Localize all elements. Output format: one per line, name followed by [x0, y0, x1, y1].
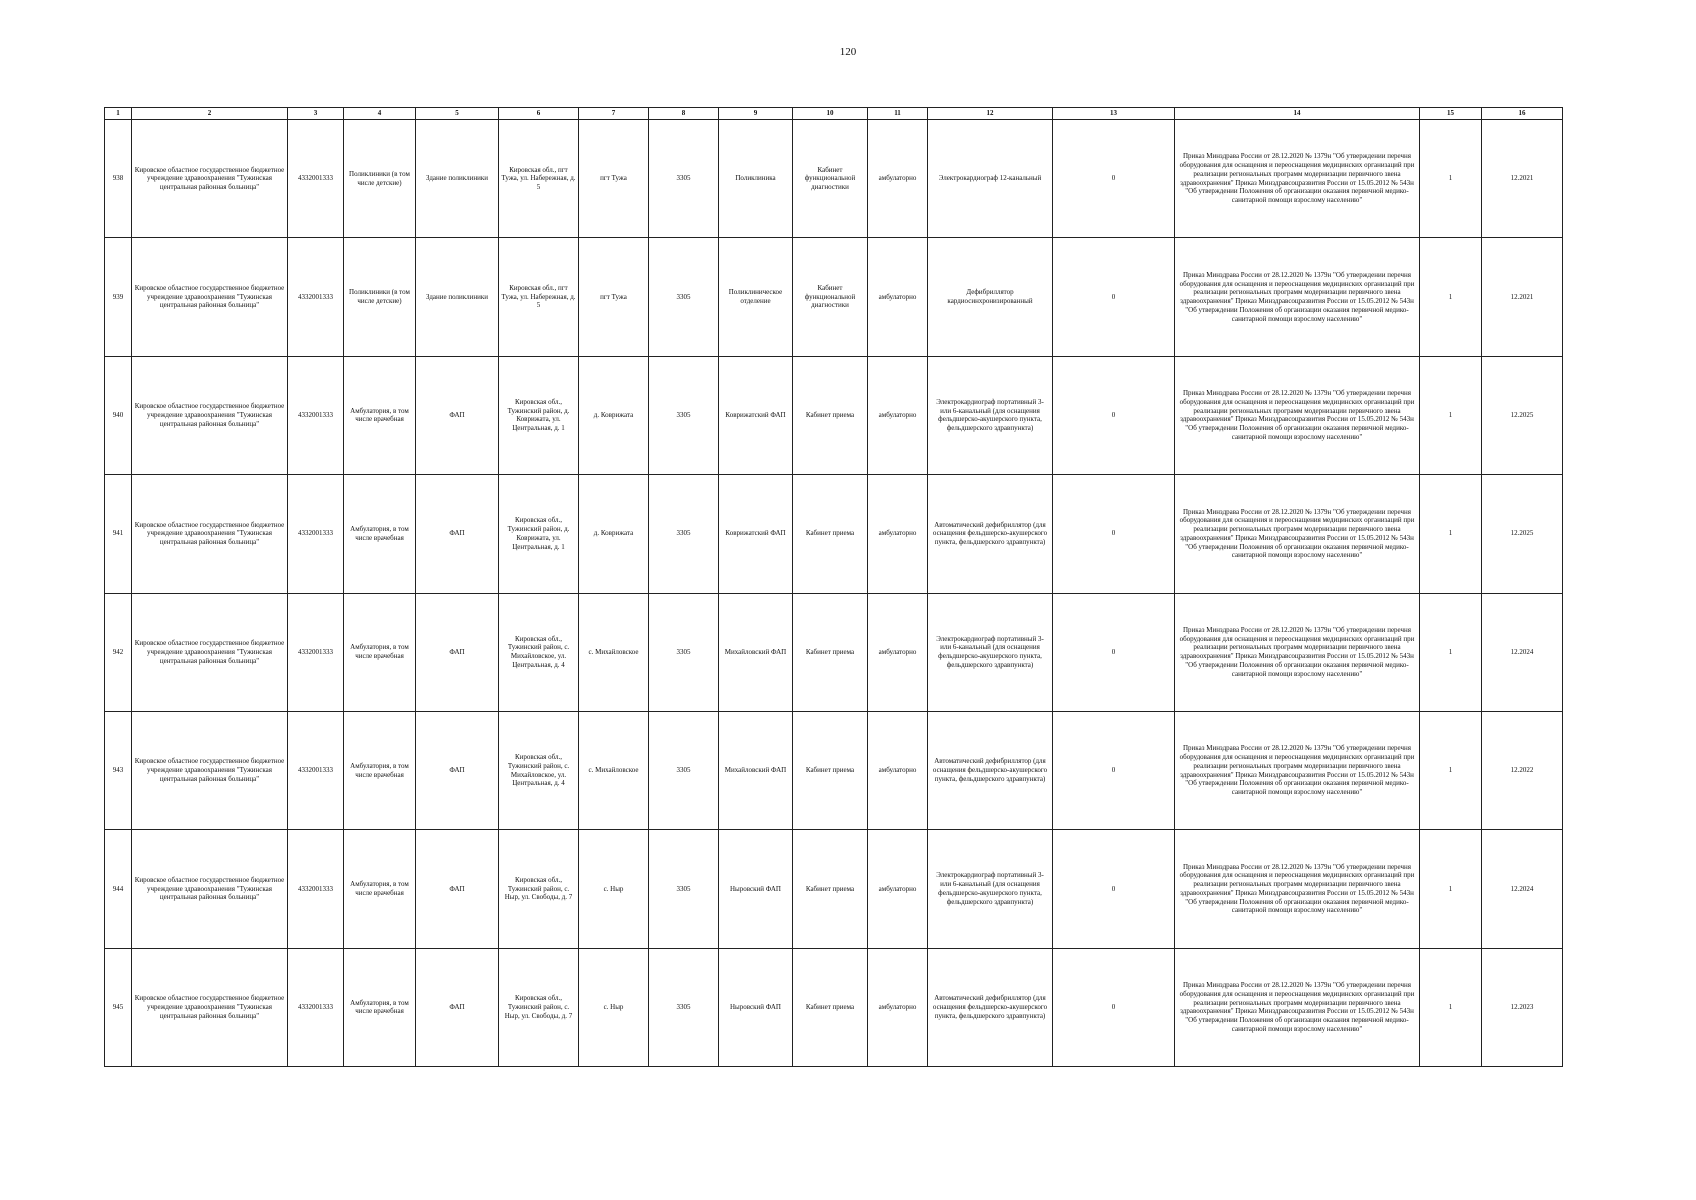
equipment: Автоматический дефибриллятор (для оснащения фельдшерско-акушерского пункта, фельдшерского здравпункта): [928, 948, 1053, 1066]
settlement: с. Ныр: [579, 830, 649, 948]
code: 3305: [649, 830, 719, 948]
deadline: 12.2025: [1482, 356, 1563, 474]
organization-name: Кировское областное государственное бюджетное учреждение здравоохранения "Тужинская центральная районная больница": [132, 356, 288, 474]
address: Кировская обл., Тужинский район, с. Ныр, ул. Свободы, д. 7: [499, 830, 579, 948]
legal-basis: Приказ Минздрава России от 28.12.2020 № 1379н "Об утверждении перечня оборудования для оснащения и переоснащения медицинских организаций при реализации региональных программ модернизации первичного звена здравоохранения" Приказ Минздравсоцразвития России от 15.05.2012 № 543н "Об утверждении Положения об организации оказания первичной медико-санитарной помощи взрослому населению": [1175, 238, 1420, 356]
legal-basis: Приказ Минздрава России от 28.12.2020 № 1379н "Об утверждении перечня оборудования для оснащения и переоснащения медицинских организаций при реализации региональных программ модернизации первичного звена здравоохранения" Приказ Минздравсоцразвития России от 15.05.2012 № 543н "Об утверждении Положения об организации оказания первичной медико-санитарной помощи взрослому населению": [1175, 475, 1420, 593]
inn-code: 4332001333: [288, 593, 344, 711]
building-type: ФАП: [416, 948, 499, 1066]
building-type: ФАП: [416, 593, 499, 711]
organization-name: Кировское областное государственное бюджетное учреждение здравоохранения "Тужинская центральная районная больница": [132, 711, 288, 829]
current-count: 0: [1053, 238, 1175, 356]
row-number: 942: [105, 593, 132, 711]
header-cell: 5: [416, 108, 499, 120]
department: Коврижатский ФАП: [719, 356, 793, 474]
facility-type: Амбулатория, в том числе врачебная: [344, 948, 416, 1066]
required-count: 1: [1420, 593, 1482, 711]
address: Кировская обл., Тужинский район, с. Ныр, ул. Свободы, д. 7: [499, 948, 579, 1066]
current-count: 0: [1053, 948, 1175, 1066]
row-number: 944: [105, 830, 132, 948]
header-cell: 7: [579, 108, 649, 120]
address: Кировская обл., Тужинский район, д. Коврижата, ул. Центральная, д. 1: [499, 475, 579, 593]
department: Ныровский ФАП: [719, 948, 793, 1066]
deadline: 12.2021: [1482, 120, 1563, 238]
facility-type: Амбулатория, в том числе врачебная: [344, 356, 416, 474]
current-count: 0: [1053, 120, 1175, 238]
table-row: [105, 830, 1563, 948]
settlement: с. Ныр: [579, 948, 649, 1066]
facility-type: Амбулатория, в том числе врачебная: [344, 593, 416, 711]
department: Коврижатский ФАП: [719, 475, 793, 593]
header-cell: 10: [793, 108, 868, 120]
row-number: 943: [105, 711, 132, 829]
header-cell: 13: [1053, 108, 1175, 120]
required-count: 1: [1420, 830, 1482, 948]
legal-basis: Приказ Минздрава России от 28.12.2020 № 1379н "Об утверждении перечня оборудования для оснащения и переоснащения медицинских организаций при реализации региональных программ модернизации первичного звена здравоохранения" Приказ Минздравсоцразвития России от 15.05.2012 № 543н "Об утверждении Положения об организации оказания первичной медико-санитарной помощи взрослому населению": [1175, 593, 1420, 711]
row-number: 938: [105, 120, 132, 238]
code: 3305: [649, 593, 719, 711]
row-number: 940: [105, 356, 132, 474]
legal-basis: Приказ Минздрава России от 28.12.2020 № 1379н "Об утверждении перечня оборудования для оснащения и переоснащения медицинских организаций при реализации региональных программ модернизации первичного звена здравоохранения" Приказ Минздравсоцразвития России от 15.05.2012 № 543н "Об утверждении Положения об организации оказания первичной медико-санитарной помощи взрослому населению": [1175, 830, 1420, 948]
current-count: 0: [1053, 830, 1175, 948]
building-type: Здание поликлиники: [416, 120, 499, 238]
required-count: 1: [1420, 238, 1482, 356]
settlement: с. Михайловское: [579, 593, 649, 711]
header-row: [105, 108, 1563, 120]
inn-code: 4332001333: [288, 475, 344, 593]
inn-code: 4332001333: [288, 948, 344, 1066]
care-mode: амбулаторно: [868, 120, 928, 238]
organization-name: Кировское областное государственное бюджетное учреждение здравоохранения "Тужинская центральная районная больница": [132, 475, 288, 593]
deadline: 12.2024: [1482, 593, 1563, 711]
code: 3305: [649, 356, 719, 474]
room: Кабинет функциональной диагностики: [793, 120, 868, 238]
building-type: ФАП: [416, 830, 499, 948]
room: Кабинет приема: [793, 475, 868, 593]
address: Кировская обл., Тужинский район, д. Коврижата, ул. Центральная, д. 1: [499, 356, 579, 474]
organization-name: Кировское областное государственное бюджетное учреждение здравоохранения "Тужинская центральная районная больница": [132, 238, 288, 356]
address: Кировская обл., пгт Тужа, ул. Набережная, д. 5: [499, 238, 579, 356]
legal-basis: Приказ Минздрава России от 28.12.2020 № 1379н "Об утверждении перечня оборудования для оснащения и переоснащения медицинских организаций при реализации региональных программ модернизации первичного звена здравоохранения" Приказ Минздравсоцразвития России от 15.05.2012 № 543н "Об утверждении Положения об организации оказания первичной медико-санитарной помощи взрослому населению": [1175, 356, 1420, 474]
header-cell: 16: [1482, 108, 1563, 120]
inn-code: 4332001333: [288, 830, 344, 948]
required-count: 1: [1420, 475, 1482, 593]
inn-code: 4332001333: [288, 711, 344, 829]
required-count: 1: [1420, 948, 1482, 1066]
equipment: Дефибриллятор кардиосинхронизированный: [928, 238, 1053, 356]
department: Поликлиника: [719, 120, 793, 238]
settlement: д. Коврижата: [579, 475, 649, 593]
address: Кировская обл., пгт Тужа, ул. Набережная, д. 5: [499, 120, 579, 238]
room: Кабинет приема: [793, 948, 868, 1066]
care-mode: амбулаторно: [868, 356, 928, 474]
deadline: 12.2024: [1482, 830, 1563, 948]
care-mode: амбулаторно: [868, 830, 928, 948]
legal-basis: Приказ Минздрава России от 28.12.2020 № 1379н "Об утверждении перечня оборудования для оснащения и переоснащения медицинских организаций при реализации региональных программ модернизации первичного звена здравоохранения" Приказ Минздравсоцразвития России от 15.05.2012 № 543н "Об утверждении Положения об организации оказания первичной медико-санитарной помощи взрослому населению": [1175, 711, 1420, 829]
room: Кабинет приема: [793, 830, 868, 948]
header-cell: 14: [1175, 108, 1420, 120]
inn-code: 4332001333: [288, 356, 344, 474]
care-mode: амбулаторно: [868, 475, 928, 593]
inn-code: 4332001333: [288, 238, 344, 356]
facility-type: Амбулатория, в том числе врачебная: [344, 475, 416, 593]
address: Кировская обл., Тужинский район, с. Михайловское, ул. Центральная, д. 4: [499, 593, 579, 711]
equipment: Электрокардиограф портативный 3- или 6-канальный (для оснащения фельдшерско-акушерского пункта, фельдшерского здравпункта): [928, 356, 1053, 474]
legal-basis: Приказ Минздрава России от 28.12.2020 № 1379н "Об утверждении перечня оборудования для оснащения и переоснащения медицинских организаций при реализации региональных программ модернизации первичного звена здравоохранения" Приказ Минздравсоцразвития России от 15.05.2012 № 543н "Об утверждении Положения об организации оказания первичной медико-санитарной помощи взрослому населению": [1175, 948, 1420, 1066]
header-cell: 1: [105, 108, 132, 120]
building-type: ФАП: [416, 711, 499, 829]
settlement: д. Коврижата: [579, 356, 649, 474]
registry-table: [104, 107, 1563, 1067]
facility-type: Поликлиники (в том числе детские): [344, 120, 416, 238]
current-count: 0: [1053, 711, 1175, 829]
current-count: 0: [1053, 593, 1175, 711]
table-row: [105, 120, 1563, 238]
organization-name: Кировское областное государственное бюджетное учреждение здравоохранения "Тужинская центральная районная больница": [132, 120, 288, 238]
code: 3305: [649, 711, 719, 829]
table-row: [105, 356, 1563, 474]
equipment: Автоматический дефибриллятор (для оснащения фельдшерско-акушерского пункта, фельдшерского здравпункта): [928, 475, 1053, 593]
department: Поликлиническое отделение: [719, 238, 793, 356]
facility-type: Поликлиники (в том числе детские): [344, 238, 416, 356]
header-cell: 9: [719, 108, 793, 120]
current-count: 0: [1053, 475, 1175, 593]
department: Ныровский ФАП: [719, 830, 793, 948]
room: Кабинет функциональной диагностики: [793, 238, 868, 356]
equipment: Автоматический дефибриллятор (для оснащения фельдшерско-акушерского пункта, фельдшерского здравпункта): [928, 711, 1053, 829]
legal-basis: Приказ Минздрава России от 28.12.2020 № 1379н "Об утверждении перечня оборудования для оснащения и переоснащения медицинских организаций при реализации региональных программ модернизации первичного звена здравоохранения" Приказ Минздравсоцразвития России от 15.05.2012 № 543н "Об утверждении Положения об организации оказания первичной медико-санитарной помощи взрослому населению": [1175, 120, 1420, 238]
header-cell: 6: [499, 108, 579, 120]
facility-type: Амбулатория, в том числе врачебная: [344, 830, 416, 948]
care-mode: амбулаторно: [868, 711, 928, 829]
organization-name: Кировское областное государственное бюджетное учреждение здравоохранения "Тужинская центральная районная больница": [132, 948, 288, 1066]
header-cell: 8: [649, 108, 719, 120]
department: Михайловский ФАП: [719, 711, 793, 829]
table-row: [105, 711, 1563, 829]
table-row: [105, 948, 1563, 1066]
deadline: 12.2022: [1482, 711, 1563, 829]
header-cell: 4: [344, 108, 416, 120]
deadline: 12.2023: [1482, 948, 1563, 1066]
room: Кабинет приема: [793, 593, 868, 711]
header-cell: 3: [288, 108, 344, 120]
row-number: 941: [105, 475, 132, 593]
page-number: 120: [839, 46, 857, 58]
code: 3305: [649, 475, 719, 593]
table-row: [105, 593, 1563, 711]
facility-type: Амбулатория, в том числе врачебная: [344, 711, 416, 829]
room: Кабинет приема: [793, 356, 868, 474]
code: 3305: [649, 238, 719, 356]
equipment: Электрокардиограф портативный 3- или 6-канальный (для оснащения фельдшерско-акушерского пункта, фельдшерского здравпункта): [928, 593, 1053, 711]
room: Кабинет приема: [793, 711, 868, 829]
row-number: 945: [105, 948, 132, 1066]
address: Кировская обл., Тужинский район, с. Михайловское, ул. Центральная, д. 4: [499, 711, 579, 829]
table-row: [105, 475, 1563, 593]
department: Михайловский ФАП: [719, 593, 793, 711]
deadline: 12.2021: [1482, 238, 1563, 356]
header-cell: 12: [928, 108, 1053, 120]
header-cell: 2: [132, 108, 288, 120]
current-count: 0: [1053, 356, 1175, 474]
table-row: [105, 238, 1563, 356]
care-mode: амбулаторно: [868, 593, 928, 711]
settlement: с. Михайловское: [579, 711, 649, 829]
building-type: Здание поликлиники: [416, 238, 499, 356]
required-count: 1: [1420, 120, 1482, 238]
settlement: пгт Тужа: [579, 238, 649, 356]
organization-name: Кировское областное государственное бюджетное учреждение здравоохранения "Тужинская центральная районная больница": [132, 830, 288, 948]
required-count: 1: [1420, 711, 1482, 829]
code: 3305: [649, 120, 719, 238]
equipment: Электрокардиограф 12-канальный: [928, 120, 1053, 238]
settlement: пгт Тужа: [579, 120, 649, 238]
row-number: 939: [105, 238, 132, 356]
building-type: ФАП: [416, 356, 499, 474]
required-count: 1: [1420, 356, 1482, 474]
header-cell: 15: [1420, 108, 1482, 120]
code: 3305: [649, 948, 719, 1066]
inn-code: 4332001333: [288, 120, 344, 238]
care-mode: амбулаторно: [868, 238, 928, 356]
header-cell: 11: [868, 108, 928, 120]
building-type: ФАП: [416, 475, 499, 593]
organization-name: Кировское областное государственное бюджетное учреждение здравоохранения "Тужинская центральная районная больница": [132, 593, 288, 711]
care-mode: амбулаторно: [868, 948, 928, 1066]
equipment: Электрокардиограф портативный 3- или 6-канальный (для оснащения фельдшерско-акушерского пункта, фельдшерского здравпункта): [928, 830, 1053, 948]
deadline: 12.2025: [1482, 475, 1563, 593]
